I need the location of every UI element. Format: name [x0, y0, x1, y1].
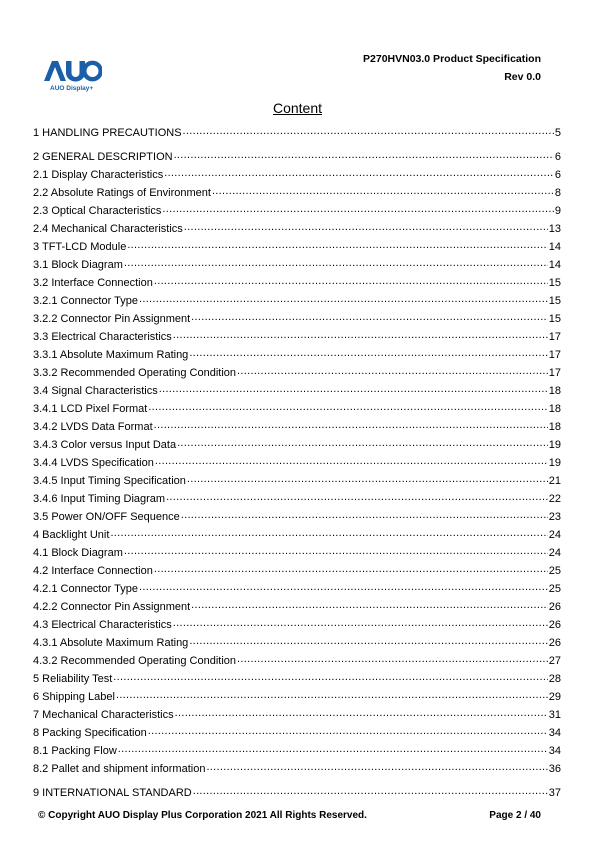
toc-entry-page: 36 [548, 763, 561, 775]
toc-entry-label: 6 Shipping Label [33, 691, 115, 703]
dot-leader [162, 204, 553, 214]
toc-entry[interactable] [33, 238, 561, 256]
toc-entry-label: 2.1 Display Characteristics [33, 169, 164, 181]
toc-entry-page: 14 [548, 259, 561, 271]
toc-entry-page: 24 [548, 547, 561, 559]
toc-entry[interactable] [33, 364, 561, 382]
toc-entry-page: 26 [548, 601, 561, 613]
dot-leader [110, 528, 547, 538]
document-footer [38, 810, 541, 821]
toc-entry-label: 8.2 Pallet and shipment information [33, 763, 206, 775]
toc-entry-label: 3.1 Block Diagram [33, 259, 123, 271]
toc-entry[interactable] [33, 328, 561, 346]
dot-leader [124, 258, 548, 268]
toc-entry-label: 3.4.1 LCD Pixel Format [33, 403, 148, 415]
toc-entry-page: 34 [548, 745, 561, 757]
dot-leader [191, 312, 548, 322]
toc-entry-label: 4.3 Electrical Characteristics [33, 619, 172, 631]
toc-entry[interactable] [33, 652, 561, 670]
toc-entry[interactable] [33, 310, 561, 328]
dot-leader [116, 690, 548, 700]
dot-leader [187, 474, 548, 484]
toc-entry-label: 3.5 Power ON/OFF Sequence [33, 511, 180, 523]
toc-entry-page: 26 [548, 619, 561, 631]
toc-entry[interactable] [33, 760, 561, 778]
dot-leader [175, 708, 548, 718]
toc-entry[interactable] [33, 124, 561, 142]
toc-entry-label: 2.3 Optical Characteristics [33, 205, 162, 217]
table-of-contents [33, 124, 561, 802]
logo-subtitle: AUO Display+ [50, 85, 94, 92]
dot-leader [155, 456, 548, 466]
toc-entry[interactable] [33, 670, 561, 688]
toc-entry-label: 3.2 Interface Connection [33, 277, 153, 289]
toc-entry[interactable] [33, 202, 561, 220]
toc-entry-page: 34 [548, 727, 561, 739]
toc-entry-label: 3.2.1 Connector Type [33, 295, 138, 307]
dot-leader [183, 126, 554, 136]
toc-entry-label: 3.3.1 Absolute Maximum Rating [33, 349, 189, 361]
dot-leader [148, 726, 548, 736]
dot-leader [212, 186, 554, 196]
toc-entry-page: 19 [548, 439, 561, 451]
dot-leader [164, 168, 554, 178]
toc-entry-page: 22 [548, 493, 561, 505]
dot-leader [166, 492, 548, 502]
toc-entry-label: 4.1 Block Diagram [33, 547, 123, 559]
toc-entry-label: 7 Mechanical Characteristics [33, 709, 174, 721]
toc-entry[interactable] [33, 382, 561, 400]
toc-entry-label: 5 Reliability Test [33, 673, 113, 685]
dot-leader [127, 240, 547, 250]
toc-entry-page: 15 [548, 277, 561, 289]
dot-leader [148, 402, 547, 412]
toc-entry[interactable] [33, 742, 561, 760]
auo-logo [44, 60, 104, 94]
dot-leader [113, 672, 547, 682]
dot-leader [184, 222, 548, 232]
toc-entry-label: 2.2 Absolute Ratings of Environment [33, 187, 211, 199]
dot-leader [189, 348, 547, 358]
toc-title: Content [272, 100, 323, 116]
toc-entry-page: 25 [548, 565, 561, 577]
toc-entry-label: 3.4.4 LVDS Specification [33, 457, 154, 469]
dot-leader [237, 654, 548, 664]
toc-entry-page: 23 [548, 511, 561, 523]
toc-entry-page: 25 [548, 583, 561, 595]
toc-entry-page: 5 [554, 127, 561, 139]
toc-entry-page: 6 [554, 169, 561, 181]
toc-entry-label: 2 GENERAL DESCRIPTION [33, 151, 173, 163]
toc-entry-label: 3.4.3 Color versus Input Data [33, 439, 177, 451]
toc-entry-label: 4 Backlight Unit [33, 529, 110, 541]
toc-entry[interactable] [33, 616, 561, 634]
toc-entry-label: 3.4.5 Input Timing Specification [33, 475, 186, 487]
dot-leader [154, 564, 548, 574]
toc-entry[interactable] [33, 418, 561, 436]
dot-leader [124, 546, 548, 556]
toc-entry-label: 3.4.2 LVDS Data Format [33, 421, 153, 433]
toc-entry[interactable] [33, 292, 561, 310]
toc-entry[interactable] [33, 346, 561, 364]
dot-leader [159, 384, 548, 394]
toc-entry[interactable] [33, 274, 561, 292]
dot-leader [154, 276, 548, 286]
toc-entry-page: 24 [548, 529, 561, 541]
dot-leader [191, 600, 548, 610]
toc-entry-page: 9 [554, 205, 561, 217]
toc-entry-page: 31 [548, 709, 561, 721]
product-spec-title: P270HVN03.0 Product Specification [363, 53, 541, 65]
toc-entry-page: 17 [548, 367, 561, 379]
toc-entry-page: 15 [548, 313, 561, 325]
toc-entry-page: 18 [548, 403, 561, 415]
toc-entry[interactable] [33, 688, 561, 706]
toc-entry-label: 3.4.6 Input Timing Diagram [33, 493, 166, 505]
toc-entry[interactable] [33, 634, 561, 652]
toc-entry[interactable] [33, 526, 561, 544]
toc-entry[interactable] [33, 724, 561, 742]
dot-leader [237, 366, 548, 376]
toc-entry-label: 4.2 Interface Connection [33, 565, 153, 577]
toc-entry-page: 19 [548, 457, 561, 469]
toc-entry-label: 8 Packing Specification [33, 727, 147, 739]
dot-leader [189, 636, 547, 646]
toc-entry-label: 3.3.2 Recommended Operating Condition [33, 367, 237, 379]
toc-entry[interactable] [33, 508, 561, 526]
toc-entry-label: 1 HANDLING PRECAUTIONS [33, 127, 182, 139]
toc-entry-label: 4.3.2 Recommended Operating Condition [33, 655, 237, 667]
toc-entry-label: 4.2.1 Connector Type [33, 583, 138, 595]
toc-entry-page: 37 [548, 787, 561, 799]
dot-leader [173, 618, 548, 628]
toc-entry-page: 27 [548, 655, 561, 667]
toc-entry[interactable] [33, 562, 561, 580]
toc-entry[interactable] [33, 166, 561, 184]
toc-entry[interactable] [33, 784, 561, 802]
toc-entry-page: 18 [548, 385, 561, 397]
toc-entry[interactable] [33, 400, 561, 418]
toc-entry-page: 8 [554, 187, 561, 199]
toc-entry[interactable] [33, 256, 561, 274]
toc-entry[interactable] [33, 544, 561, 562]
toc-entry-page: 17 [548, 349, 561, 361]
dot-leader [154, 420, 548, 430]
auo-logo-icon [44, 60, 102, 82]
toc-entry-page: 15 [548, 295, 561, 307]
toc-entry-label: 3 TFT-LCD Module [33, 241, 127, 253]
dot-leader [177, 438, 548, 448]
toc-entry-label: 4.2.2 Connector Pin Assignment [33, 601, 191, 613]
toc-entry-page: 28 [548, 673, 561, 685]
dot-leader [193, 786, 548, 796]
copyright-notice: © Copyright AUO Display Plus Corporation 2021 All Rights Reserved. [38, 810, 367, 821]
toc-entry-label: 3.3 Electrical Characteristics [33, 331, 172, 343]
toc-entry-label: 9 INTERNATIONAL STANDARD [33, 787, 192, 799]
toc-entry[interactable] [33, 580, 561, 598]
dot-leader [173, 330, 548, 340]
dot-leader [139, 294, 548, 304]
toc-entry-label: 3.4 Signal Characteristics [33, 385, 158, 397]
dot-leader [118, 744, 548, 754]
toc-entry[interactable] [33, 184, 561, 202]
dot-leader [174, 150, 554, 160]
toc-entry[interactable] [33, 148, 561, 166]
toc-entry[interactable] [33, 706, 561, 724]
toc-entry[interactable] [33, 436, 561, 454]
dot-leader [181, 510, 548, 520]
toc-entry-page: 26 [548, 637, 561, 649]
toc-entry-page: 21 [548, 475, 561, 487]
toc-entry[interactable] [33, 454, 561, 472]
page-number: Page 2 / 40 [489, 810, 541, 821]
toc-entry-page: 6 [554, 151, 561, 163]
toc-entry[interactable] [33, 472, 561, 490]
toc-entry-page: 14 [548, 241, 561, 253]
toc-entry-label: 2.4 Mechanical Characteristics [33, 223, 183, 235]
toc-entry-page: 18 [548, 421, 561, 433]
toc-entry-label: 3.2.2 Connector Pin Assignment [33, 313, 191, 325]
toc-entry-page: 29 [548, 691, 561, 703]
dot-leader [139, 582, 548, 592]
dot-leader [206, 762, 547, 772]
toc-entry-page: 17 [548, 331, 561, 343]
toc-entry-page: 13 [548, 223, 561, 235]
document-header [363, 50, 541, 86]
toc-entry-label: 8.1 Packing Flow [33, 745, 117, 757]
toc-entry[interactable] [33, 220, 561, 238]
toc-entry[interactable] [33, 490, 561, 508]
toc-entry-label: 4.3.1 Absolute Maximum Rating [33, 637, 189, 649]
revision-label: Rev 0.0 [504, 71, 541, 83]
toc-entry[interactable] [33, 598, 561, 616]
